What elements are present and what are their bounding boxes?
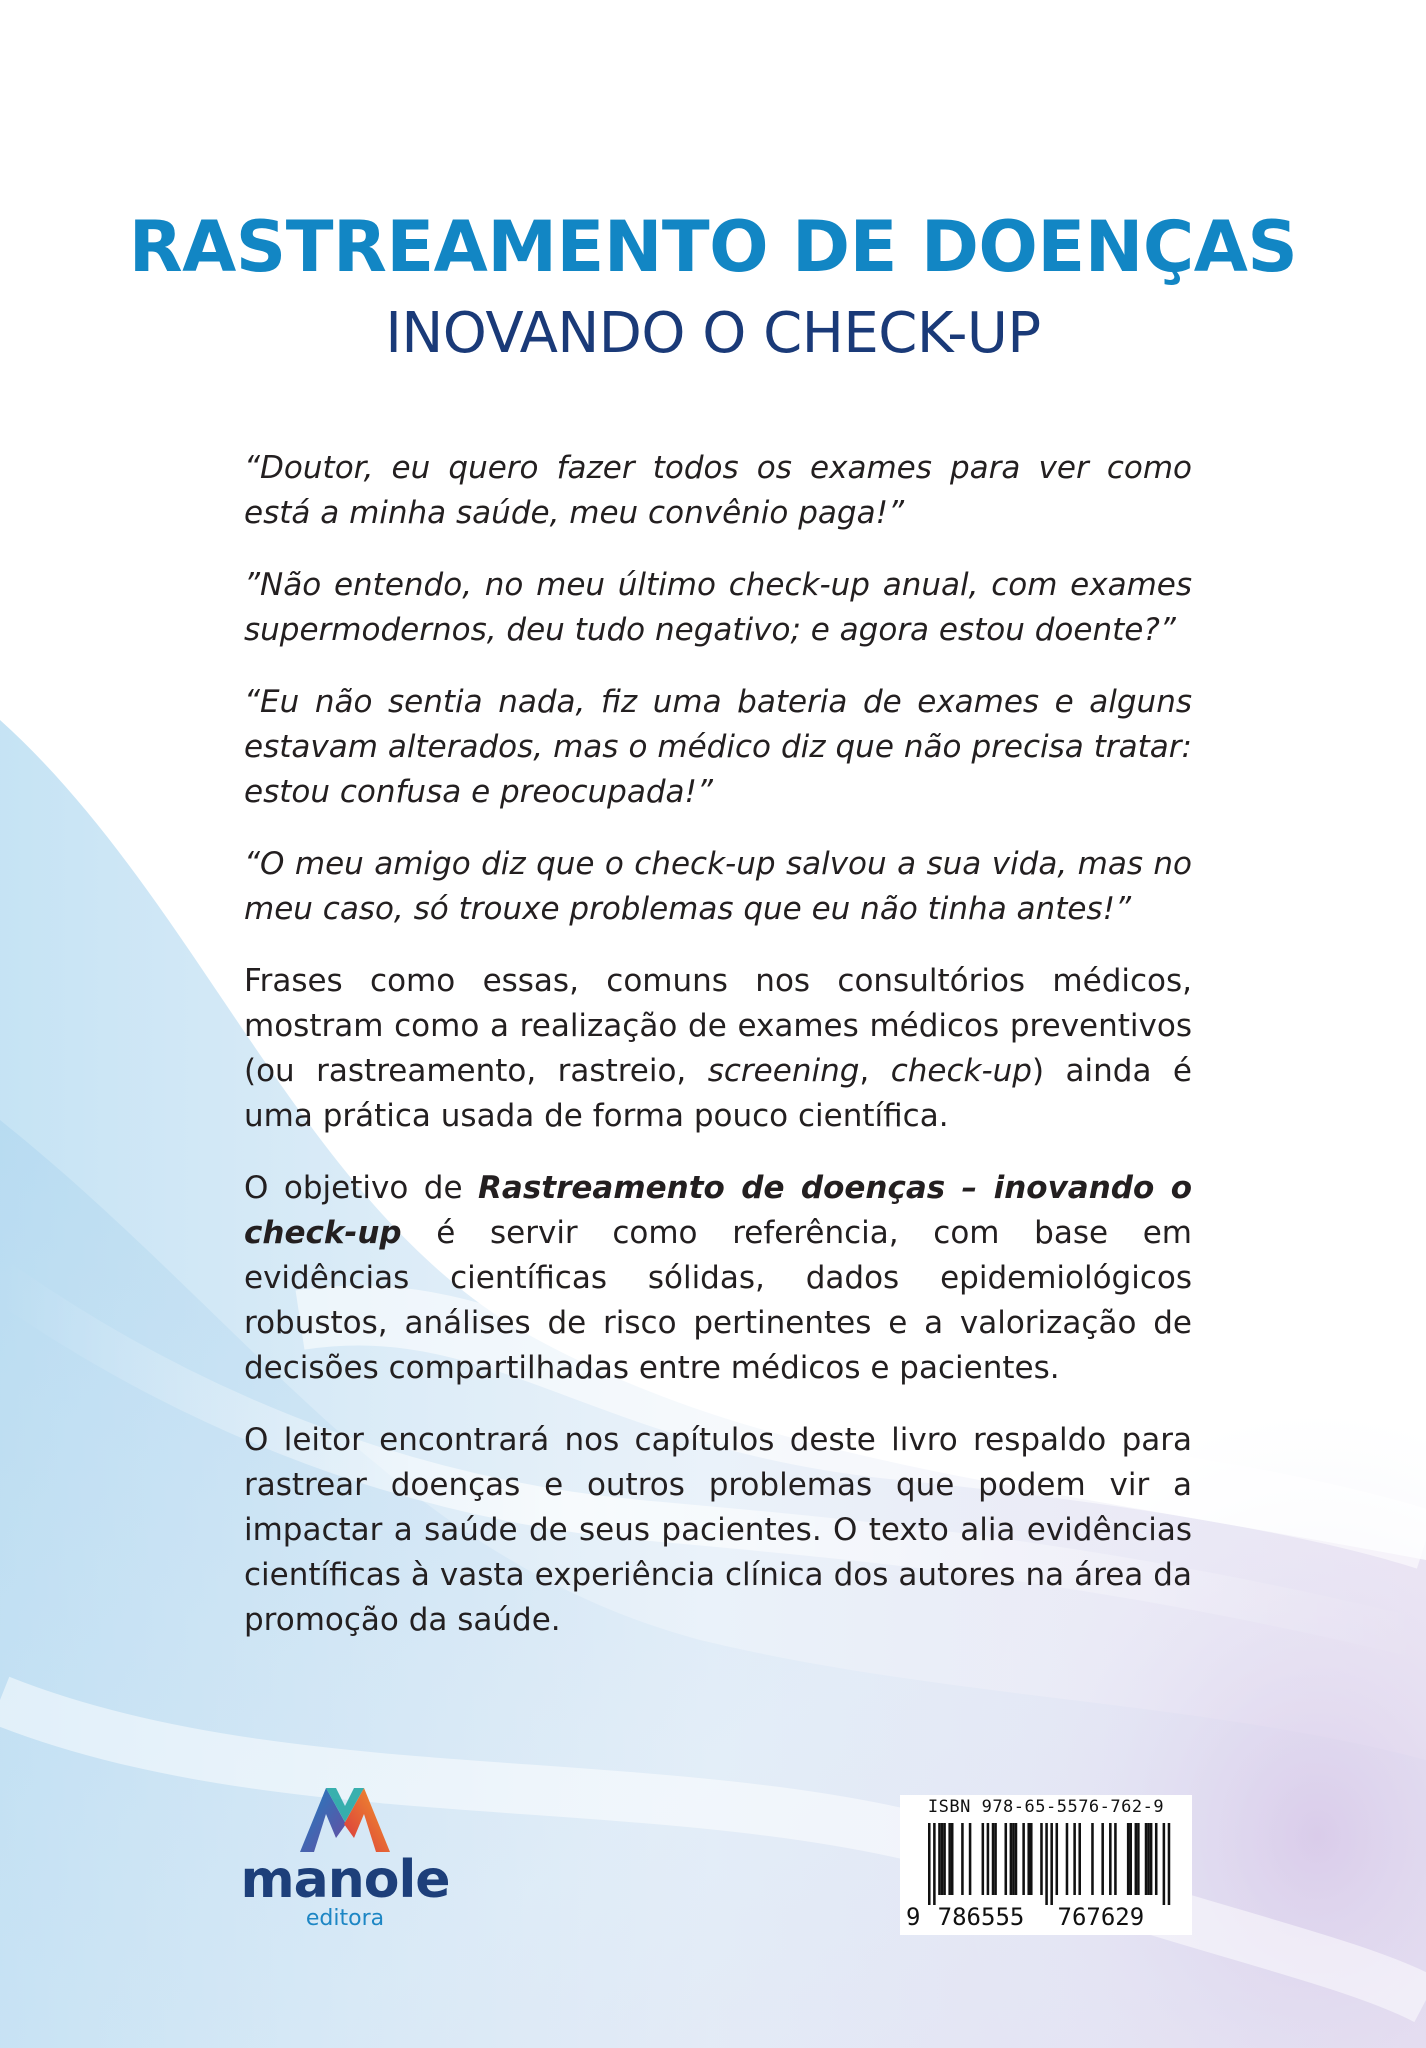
barcode-graphic xyxy=(900,1821,1192,1933)
barcode-bar xyxy=(1137,1823,1140,1895)
barcode-bar xyxy=(1012,1823,1015,1895)
italic-term: check-up xyxy=(890,1053,1032,1089)
barcode-bar xyxy=(1163,1823,1166,1905)
barcode-bar xyxy=(982,1823,985,1895)
barcode-bar xyxy=(1147,1823,1150,1895)
barcode-bar xyxy=(1050,1823,1053,1905)
paragraph-objective xyxy=(244,1166,1192,1391)
barcode-bar xyxy=(992,1823,995,1895)
barcode-bar xyxy=(1150,1823,1153,1895)
barcode-bar xyxy=(943,1823,946,1895)
barcode-bar xyxy=(1010,1823,1013,1895)
barcode-bar xyxy=(969,1823,972,1895)
book-title-inline: Rastreamento de doenças – inovando o check-up xyxy=(244,1170,1192,1251)
isbn-barcode xyxy=(900,1795,1192,1935)
publisher-logo xyxy=(240,1780,450,1940)
barcode-bar xyxy=(1027,1823,1030,1895)
quote-1: “Doutor, eu quero fazer todos os exames para ver como está a minha saúde, meu convênio paga!” xyxy=(244,450,1192,531)
barcode-bar xyxy=(1073,1823,1076,1895)
barcode-digits: 767629 xyxy=(1057,1903,1145,1931)
italic-term: screening xyxy=(707,1053,860,1089)
barcode-bar xyxy=(1030,1823,1033,1895)
barcode-bar xyxy=(1066,1823,1069,1895)
paragraph-reader: O leitor encontrará nos capítulos deste livro respaldo para rastrear doenças e outros problemas que podem vir a impactar a saúde de seus pacientes. O texto alia evidências científicas à vasta experiência clínica dos autores na área da promoção da saúde. xyxy=(244,1422,1192,1638)
barcode-bar xyxy=(1078,1823,1081,1895)
barcode-bar xyxy=(1109,1823,1112,1895)
barcode-bar xyxy=(1129,1823,1132,1895)
manole-logo-icon xyxy=(290,1780,400,1854)
barcode-digits: 786555 xyxy=(937,1903,1025,1931)
barcode-bar xyxy=(1114,1823,1117,1895)
back-cover-text xyxy=(244,446,1192,1670)
barcode-bar xyxy=(1127,1823,1130,1895)
barcode-bar xyxy=(1168,1823,1171,1905)
barcode-bar xyxy=(1045,1823,1048,1905)
barcode-bar xyxy=(938,1823,941,1895)
book-subtitle: INOVANDO O CHECK-UP xyxy=(385,301,1041,366)
barcode-bar xyxy=(1005,1823,1008,1895)
barcode-bar xyxy=(948,1823,951,1895)
barcode-bar xyxy=(951,1823,954,1895)
barcode-digits: 9 xyxy=(906,1903,921,1931)
paragraph-text: ) ainda é uma prática usada de forma pouco científica. xyxy=(244,1053,1192,1134)
barcode-bar xyxy=(1101,1823,1104,1895)
paragraph-text: Frases como essas, comuns nos consultórios médicos, mostram como a realização de exames médicos preventivos (ou rastreamento, rastreio, xyxy=(244,963,1192,1089)
quote-4: “O meu amigo diz que o check-up salvou a sua vida, mas no meu caso, só trouxe problemas que eu não tinha antes!” xyxy=(244,846,1192,927)
barcode-bar xyxy=(928,1823,931,1905)
barcode-bar xyxy=(1040,1823,1043,1895)
barcode-bar xyxy=(1056,1823,1059,1895)
paragraph-phrases xyxy=(244,959,1192,1139)
barcode-bar xyxy=(1015,1823,1018,1895)
barcode-bar xyxy=(1091,1823,1094,1895)
publisher-name: manole xyxy=(240,1850,450,1910)
paragraph-text: , xyxy=(859,1053,891,1089)
barcode-bar xyxy=(961,1823,964,1895)
barcode-bar xyxy=(1155,1823,1158,1895)
title-block xyxy=(0,205,1426,369)
quote-3: “Eu não sentia nada, fiz uma bateria de exames e alguns estavam alterados, mas o médico diz que não precisa tratar: estou confusa e preocupada!” xyxy=(244,684,1192,810)
isbn-label: ISBN 978-65-5576-762-9 xyxy=(927,1797,1165,1817)
barcode-bar xyxy=(1145,1823,1148,1895)
barcode-bar xyxy=(987,1823,990,1895)
barcode-bar xyxy=(941,1823,944,1895)
barcode-bar xyxy=(933,1823,936,1905)
paragraph-text: é servir como referência, com base em evidências científicas sólidas, dados epidemiológicos robustos, análises de risco pertinentes e a valorização de decisões compartilhadas entre médicos e pacientes. xyxy=(244,1215,1192,1386)
publisher-sub: editora xyxy=(305,1906,385,1931)
book-title: RASTREAMENTO DE DOENÇAS xyxy=(128,206,1298,288)
barcode-bar xyxy=(994,1823,997,1895)
barcode-bar xyxy=(1022,1823,1025,1895)
paragraph-text: O objetivo de xyxy=(244,1170,479,1206)
barcode-bar xyxy=(1135,1823,1138,1895)
quote-2: ”Não entendo, no meu último check-up anual, com exames supermodernos, deu tudo negativo; e agora estou doente?” xyxy=(244,567,1192,648)
